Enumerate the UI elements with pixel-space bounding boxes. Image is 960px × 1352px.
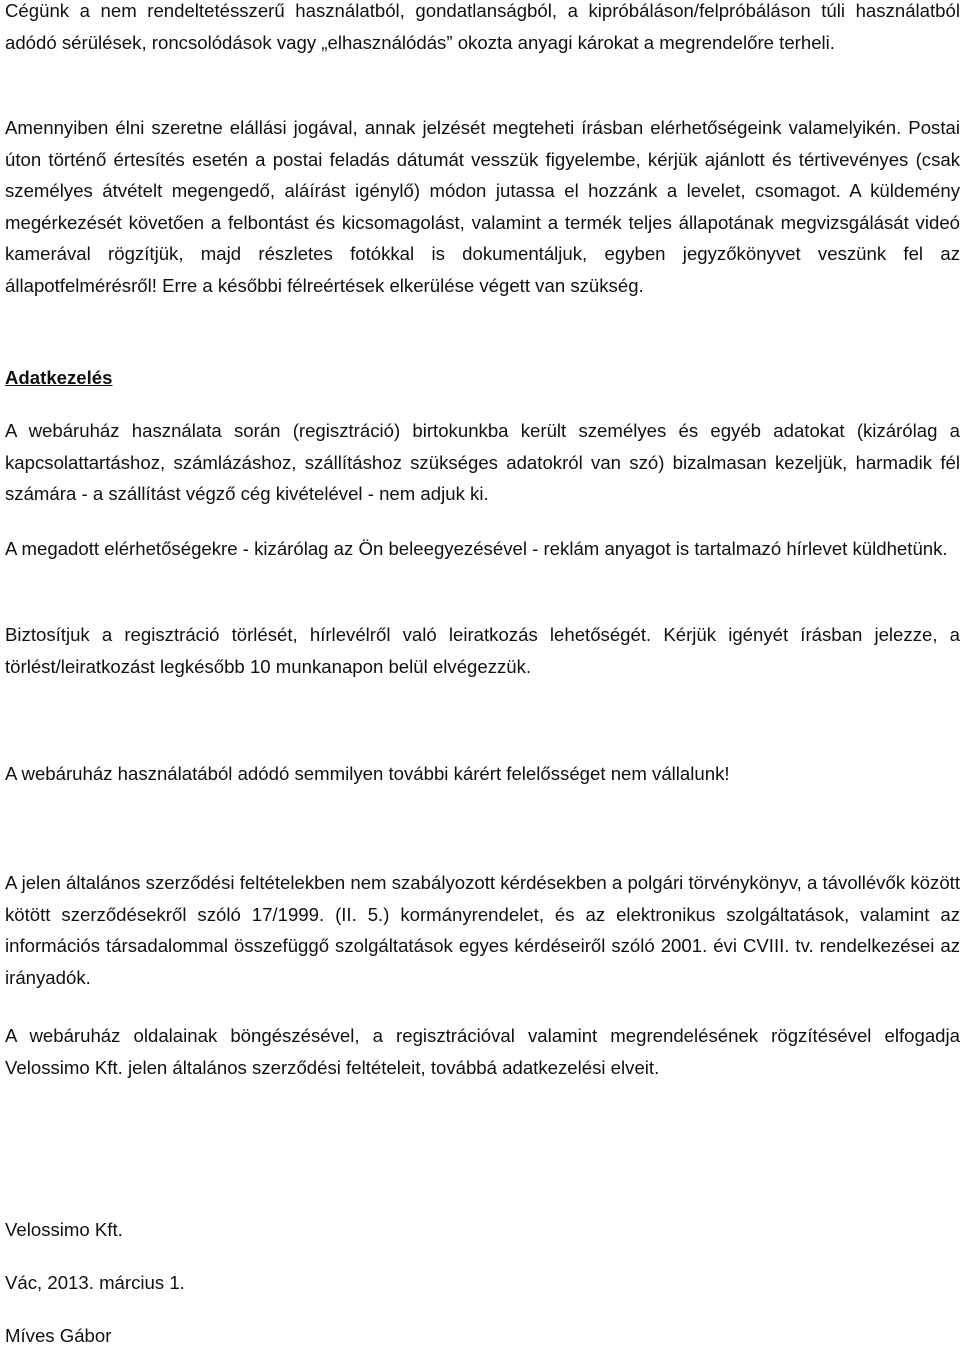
paragraph-withdrawal: Amennyiben élni szeretne elállási jogával, annak jelzését megteheti írásban elérhetőségeink valamelyikén. Postai úton történő értesítés esetén a postai feladás dátumát vesszük figyelembe, kérjük ajánlott és tértivevényes (csak személyes átvételt megengedő, aláírást igénylő) módon jutassa el hozzánk a levelet, csomagot. A küldemény megérkezését követően a felbontást és kicsomagolást, valamint a termék teljes állapotának megvizsgálását videó kamerával rögzítjük, majd részletes fotókkal is dokumentáljuk, egyben jegyzőkönyvet veszünk fel az állapotfelmérésről! Erre a későbbi félreértések elkerülése végett van szükség.: [5, 117, 960, 296]
signature-company: Velossimo Kft.: [5, 1219, 123, 1240]
signature-place-date: Vác, 2013. március 1.: [5, 1272, 185, 1293]
paragraph-legal-references: A jelen általános szerződési feltételekben nem szabályozott kérdésekben a polgári törvénykönyv, a távollévők között kötött szerződésekről szóló 17/1999. (II. 5.) kormányrendelet, és az elektronikus szolgáltatások, valamint az információs társadalommal összefüggő szolgáltatások egyes kérdéseiről szóló 2001. évi CVIII. tv. rendelkezései az irányadók.: [5, 872, 960, 988]
paragraph-data-handling: A webáruház használata során (regisztráció) birtokunkba került személyes és egyéb adatokat (kizárólag a kapcsolattartáshoz, számlázáshoz, szállításhoz szükséges adatokról van szó) bizalmasan kezeljük, harmadik fél számára - a szállítást végző cég kivételével - nem adjuk ki.: [5, 420, 960, 505]
signature-name: Míves Gábor: [5, 1325, 112, 1346]
section-heading-data-handling: Adatkezelés: [5, 367, 113, 388]
paragraph-newsletter: A megadott elérhetőségekre - kizárólag az Ön beleegyezésével - reklám anyagot is tartalmazó hírlevet küldhetünk.: [5, 538, 948, 559]
paragraph-deletion: Biztosítjuk a regisztráció törlését, hírlevélről való leiratkozás lehetőségét. Kérjük igényét írásban jelezze, a törlést/leiratkozást legkésőbb 10 munkanapon belül elvégezzük.: [5, 624, 960, 677]
paragraph-disclaimer: A webáruház használatából adódó semmilyen további kárért felelősséget nem vállalunk!: [5, 763, 730, 784]
paragraph-acceptance: A webáruház oldalainak böngészésével, a regisztrációval valamint megrendelésének rögzítésével elfogadja Velossimo Kft. jelen általános szerződési feltételeit, továbbá adatkezelési elveit.: [5, 1025, 960, 1078]
paragraph-damage-liability: Cégünk a nem rendeltetésszerű használatból, gondatlanságból, a kipróbáláson/felpróbáláson túli használatból adódó sérülések, roncsolódások vagy „elhasználódás” okozta anyagi károkat a megrendelőre terheli.: [5, 0, 960, 53]
